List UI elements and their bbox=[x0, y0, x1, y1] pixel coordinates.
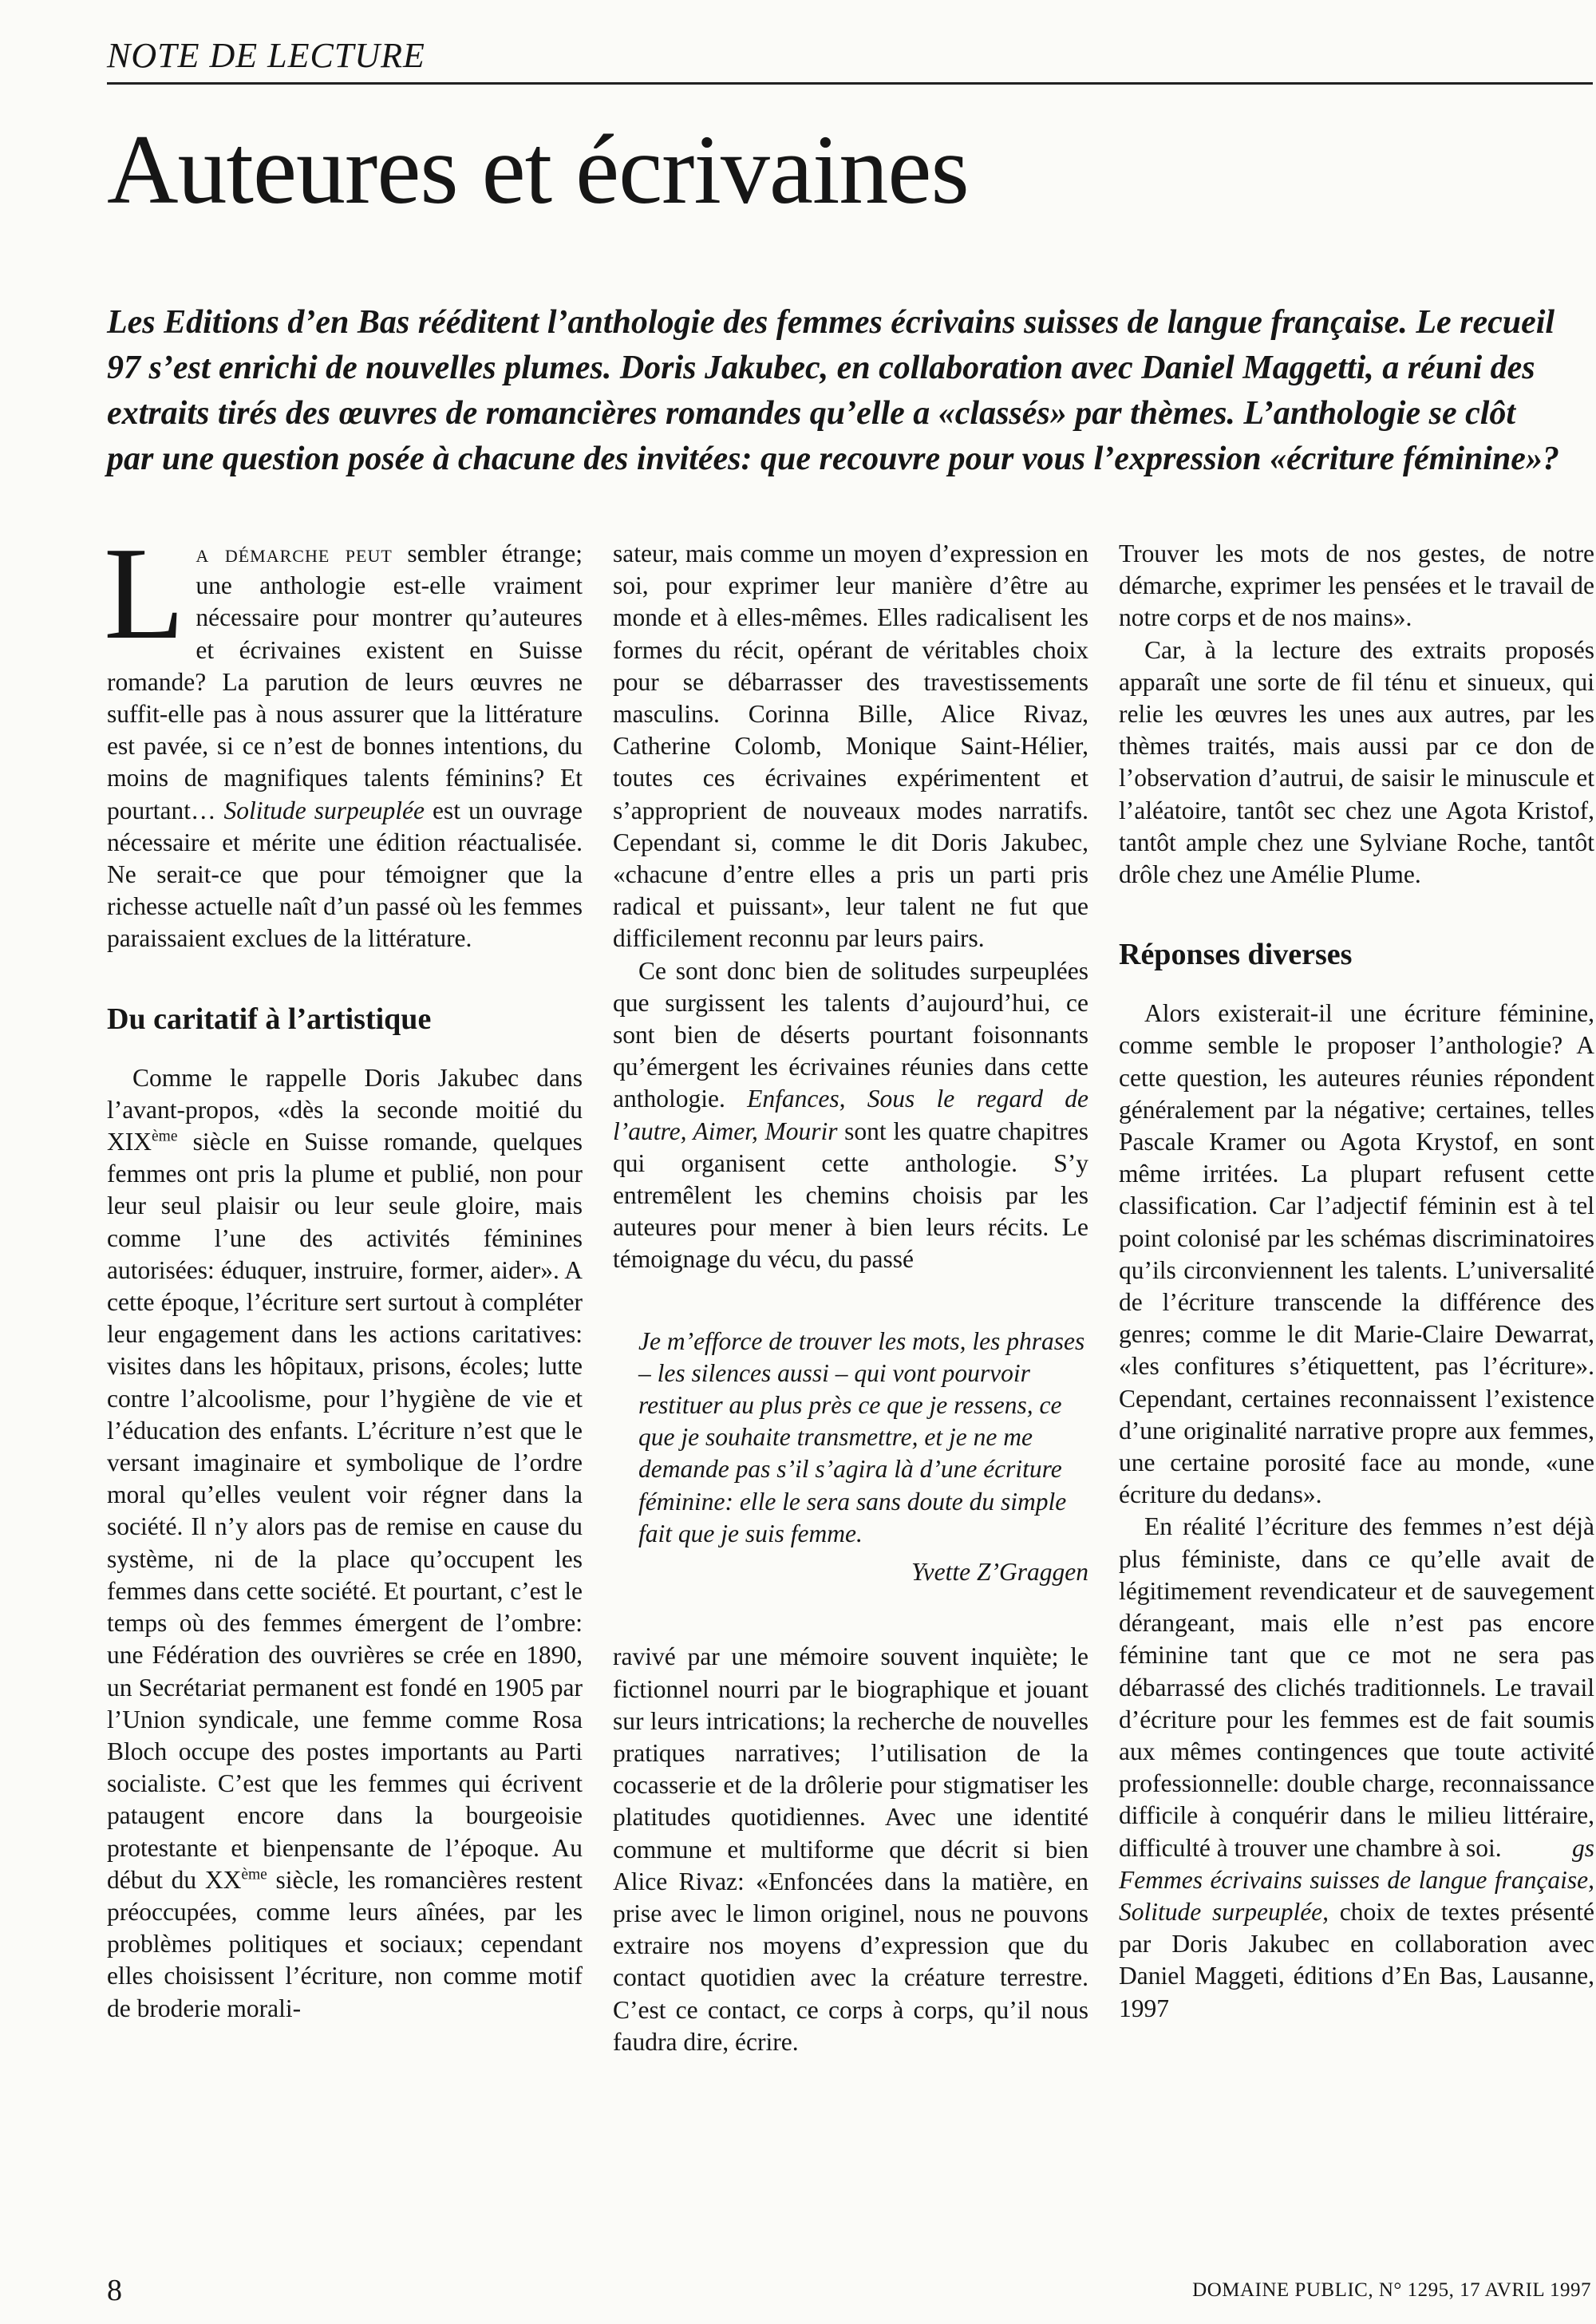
col2-paragraph-3: ravivé par une mémoire souvent inquiète; le fictionnel nourri par le biographique et jouant sur leurs intrications; la recherche de nouvelles pratiques narratives; l’utilisation de la cocasserie et de la drôlerie pour stigmatiser les platitudes quotidiennes. Avec une identité commune et multiforme que décrit si bien Alice Rivaz: «Enfoncées dans la matière, en prise avec le limon originel, nous ne pouvons extraire nos moyens d’expression que du contact quotidien avec la créature terrestre. C’est ce contact, ce corps à corps, qu’il nous faudra dire, écrire. bbox=[613, 1642, 1088, 2056]
drop-cap: L bbox=[104, 520, 185, 666]
col1-paragraph-1 bbox=[104, 520, 583, 955]
col3-paragraph-2: Car, à la lecture des extraits proposés apparaît une sorte de fil ténu et sinueux, qui relie les œuvres les unes aux autres, par les thèmes traités, mais aussi par ce don de l’observation d’autrui, de saisir le minuscule et l’aléatoire, tantôt sec chez une Agota Kristof, tantôt ample chez une Sylviane Roche, tantôt drôle chez une Amélie Plume. bbox=[1119, 635, 1594, 889]
column-1 bbox=[104, 520, 583, 2025]
col2-p2-b: sont les quatre chapitres qui organisent cette anthologie. S’y entremêlent les chemins choisis par les auteures pour mener à bien leurs récits. Le témoignage du vécu, du passé bbox=[613, 1117, 1088, 1274]
opening-smallcaps: a démarche peut bbox=[196, 540, 393, 567]
col1-p1-text: sembler étrange; une anthologie est-elle vraiment nécessaire pour montrer qu’auteures et écrivaines existent en Suisse romande? La parution de leurs œuvres ne suffit-elle pas à nous assurer que la littérature est pavée, si ce n’est de bonnes intentions, du moins de magnifiques talents féminins? Et pourtant… bbox=[107, 540, 583, 824]
col1-p2-b: siècle en Suisse romande, quelques femmes ont pris la plume et publié, non pour leur seul plaisir ou leur seule gloire, mais comme l’une des activités féminines autorisées: éduquer, instruire, former, aider». A cette époque, l’écriture sert surtout à compléter leur engagement dans les actions caritatives: visites dans les hôpitaux, prisons, écoles; lutte contre l’alcoolisme, pour l’hygiène de vie et l’éducation des enfants. L’écriture n’est que le versant imaginaire et symbolique de l’ordre moral qu’elles veulent voir régner dans la société. Il n’y alors pas de remise en cause du système, ni de la place qu’occupent les femmes dans cette société. Et pourtant, c’est le temps où des femmes émergent de l’ombre: une Fédération des ouvrières se crée en 1890, un Secrétariat permanent est fondé en 1905 par l’Union syndicale, une femme comme Rosa Bloch occupe des postes importants au Parti socialiste. C’est que les femmes qui écrivent pataugent encore dans la bourgeoisie protestante et bienpensante de l’époque. Au début du XX bbox=[107, 1128, 583, 1894]
book-title-inline: Solitude surpeuplée bbox=[223, 796, 425, 824]
pull-quote-author: Yvette Z’Graggen bbox=[911, 1558, 1088, 1587]
header-rule bbox=[107, 82, 1593, 85]
book-reference-title: Femmes écrivains suisses de langue française, Solitude surpeuplée, bbox=[1119, 1865, 1594, 1926]
chapter-titles: Enfances, Sous le regard de l’autre, Aimer, Mourir bbox=[613, 1085, 1089, 1145]
pull-quote-text: Je m’efforce de trouver les mots, les phrases – les silences aussi – qui vont pourvoir restituer au plus près ce que je ressens, ce que je souhaite transmettre, et je ne me demande pas s’il s’agira là d’une écriture féminine: elle le sera sans doute du simple fait que je suis femme. bbox=[638, 1326, 1085, 1547]
col2-paragraph-1: sateur, mais comme un moyen d’expression en soi, pour exprimer leur manière d’être au monde et à elles-mêmes. Elles radicalisent les formes du récit, opérant de véritables choix pour se débarrasser des travestissements masculins. Corinna Bille, Alice Rivaz, Catherine Colomb, Monique Saint-Hélier, toutes ces écrivaines expérimentent et s’approprient de nouveaux modes narratifs. Cependant si, comme le dit Doris Jakubec, «chacune d’entre elles a pris un parti pris radical et puissant», leur talent ne fut que difficilement reconnu par leurs pairs. bbox=[613, 540, 1088, 953]
subhead-caritatif: Du caritatif à l’artistique bbox=[107, 1002, 432, 1036]
col1-p1-end: est un ouvrage nécessaire et mérite une édition réactualisée. Ne serait-ce que pour témoigner que la richesse actuelle naît d’un passé où les femmes paraissaient exclues de la littérature. bbox=[107, 796, 583, 953]
col3-paragraph-3: Alors existerait-il une écriture féminine, comme semble le proposer l’anthologie? A cette question, les auteures réunies répondent généralement par la négative; certaines, telles Pascale Kramer ou Agota Krystof, en sont même irritées. La plupart refusent cette classification. Car l’adjectif féminin est à tel point colonisé par les schémas discriminatoires qu’ils circonviennent les talents. L’universalité de l’écriture transcende la différence des genres; comme le dit Marie-Claire Dewarrat, «les confitures s’étiquettent, pas l’écriture». Cependant, certaines reconnaissent l’existence d’une originalité narrative propre aux femmes, une certaine porosité face au monde, «une écriture du dedans». bbox=[1119, 999, 1594, 1509]
col2-paragraph-2 bbox=[613, 955, 1088, 1276]
column-3 bbox=[1119, 538, 1594, 2025]
col1-p2-a: Comme le rappelle Doris Jakubec dans l’avant-propos, «dès la seconde moitié du XIX bbox=[107, 1063, 583, 1156]
article-lead: Les Editions d’en Bas rééditent l’anthologie des femmes écrivains suisses de langue française. Le recueil 97 s’est enrichi de nouvelles plumes. Doris Jakubec, en collaboration avec Daniel Maggetti, a réuni des extraits tirés des œuvres de romancières romandes qu’elle a «classés» par thèmes. L’anthologie se clôt par une question posée à chacune des invitées: que recouvre pour vous l’expression «écriture féminine»? bbox=[107, 304, 1559, 477]
pull-quote bbox=[638, 1326, 1088, 1589]
author-initials: gs bbox=[1571, 1833, 1594, 1862]
book-reference bbox=[1119, 1864, 1594, 2025]
article-title: Auteures et écrivaines bbox=[107, 115, 969, 224]
superscript: ème bbox=[241, 1866, 267, 1883]
section-rubric: NOTE DE LECTURE bbox=[107, 36, 425, 75]
page-number: 8 bbox=[107, 2274, 122, 2307]
col3-paragraph-4 bbox=[1119, 1511, 1594, 1864]
col1-p2-c: siècle, les romancières restent préoccupées, comme leurs aînées, par les problèmes politiques et sociaux; cependant elles choisissent l’écriture, non comme motif de broderie morali- bbox=[107, 1865, 583, 2022]
col1-paragraph-2 bbox=[107, 1062, 583, 2025]
subhead-reponses: Réponses diverses bbox=[1119, 938, 1353, 972]
col2-p2-a: Ce sont donc bien de solitudes surpeuplées que surgissent les talents d’aujourd’hui, ce sont bien de déserts pourtant foisonnants qu’émergent les écrivaines réunies dans cette anthologie. bbox=[613, 956, 1088, 1113]
col3-paragraph-1: Trouver les mots de nos gestes, de notre démarche, exprimer les pensées et le travail de notre corps et de nos mains». bbox=[1119, 540, 1594, 632]
col3-p4-text: En réalité l’écriture des femmes n’est déjà plus féministe, dans ce qu’elle avait de légitimement revendicateur et de sauvegement dérangeant, mais elle n’est pas encore féminine tant que ce mot ne sera pas débarrassé des clichés traditionnels. Le travail d’écriture pour les femmes est de fait soumis aux mêmes contingences que toute activité professionnelle: double charge, reconnaissance difficile à conquérir dans le milieu littéraire, difficulté à trouver une chambre à soi. bbox=[1119, 1512, 1594, 1862]
book-reference-details: choix de textes présenté par Doris Jakubec en collaboration avec Daniel Maggeti, éditions d’En Bas, Lausanne, 1997 bbox=[1119, 1897, 1594, 2022]
running-footer: DOMAINE PUBLIC, N° 1295, 17 AVRIL 1997 bbox=[1192, 2279, 1591, 2301]
column-2 bbox=[613, 538, 1088, 2058]
superscript: ème bbox=[152, 1128, 178, 1145]
